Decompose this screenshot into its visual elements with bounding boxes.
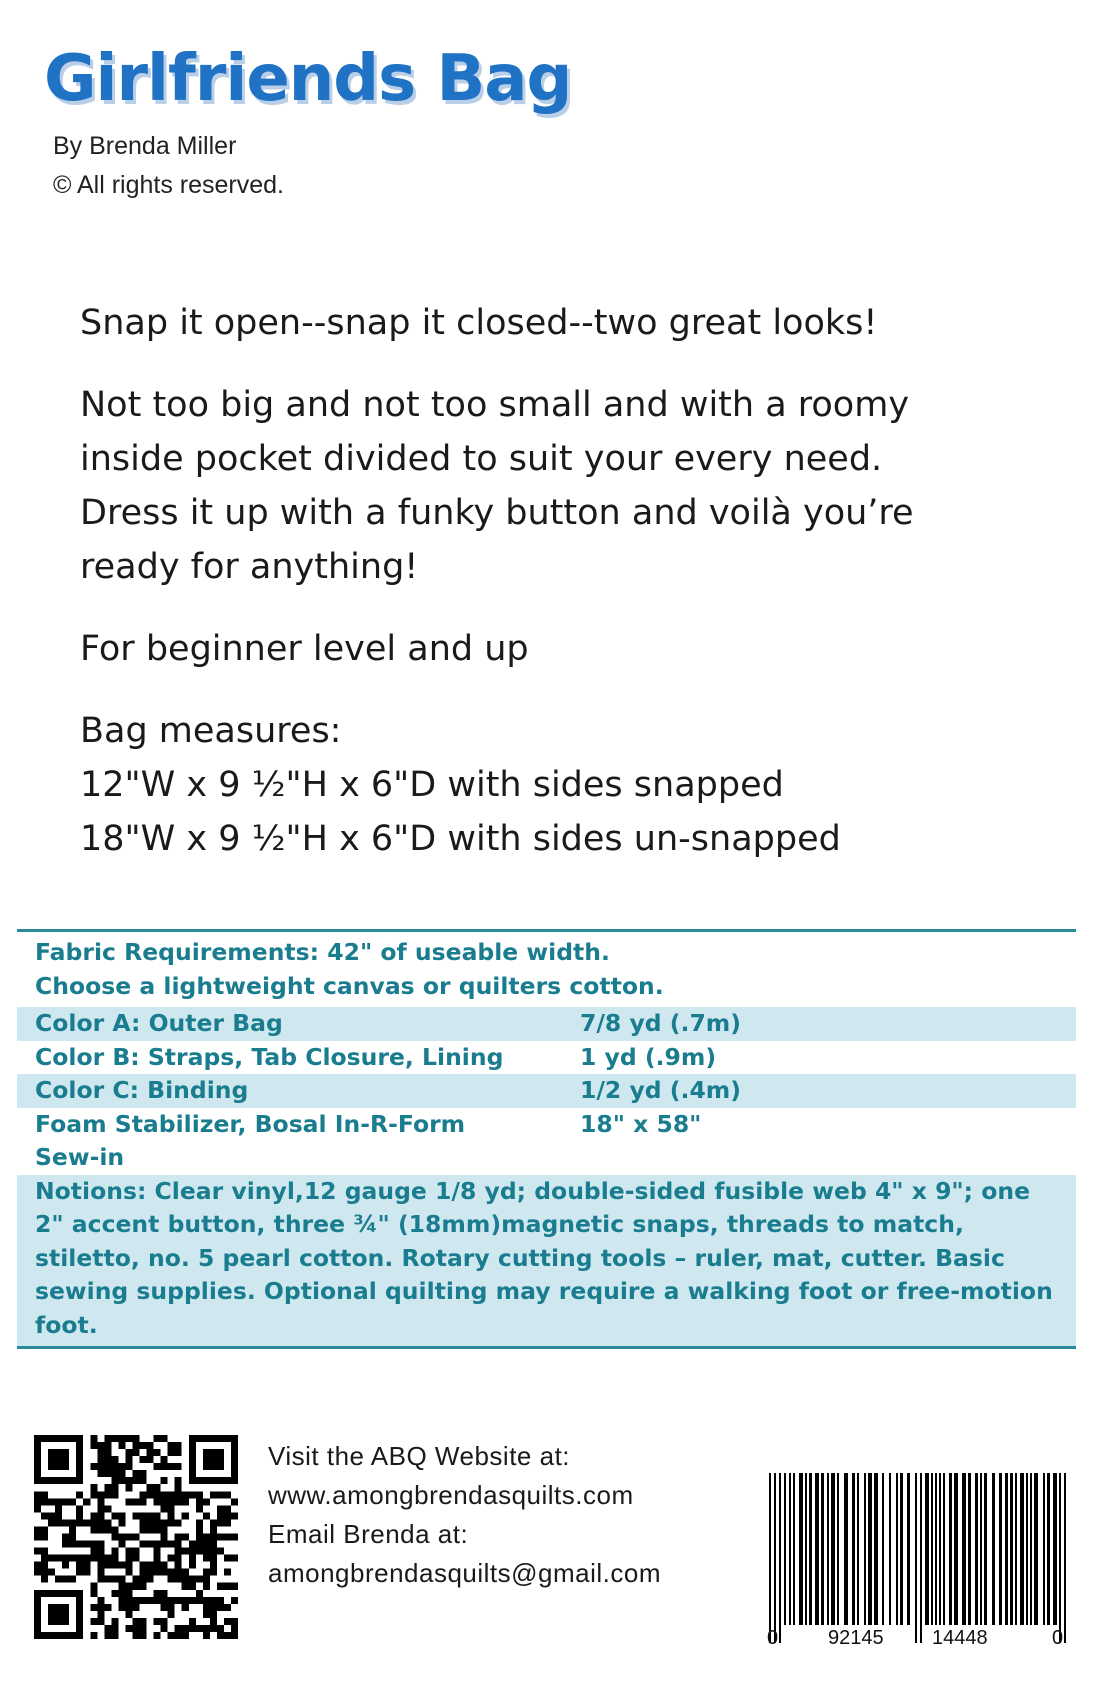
requirement-qty: 18" x 58" — [580, 1109, 702, 1138]
requirements-heading — [17, 932, 1076, 1005]
contact-info — [268, 1437, 661, 1593]
requirement-name: Color A: Outer Bag — [35, 1009, 283, 1037]
description-paragraph: Not too big and not too small and with a roomy inside pocket divided to suit your every need. Dress it up with a funky button and voilà you’re ready for anything! — [80, 385, 914, 587]
author: By Brenda Miller — [53, 132, 237, 160]
pattern-title: Girlfriends Bag — [44, 42, 572, 116]
measure-unsnapped: 18"W x 9 ½"H x 6"D with sides un-snapped — [80, 819, 841, 859]
barcode-digits-right: 14448 — [932, 1627, 988, 1649]
measure-snapped: 12"W x 9 ½"H x 6"D with sides snapped — [80, 765, 784, 805]
copyright-notice: © All rights reserved. — [53, 171, 285, 199]
barcode-digit-last: 0 — [1052, 1627, 1064, 1649]
upc-barcode — [765, 1473, 1075, 1643]
qr-code — [34, 1435, 238, 1639]
barcode-digits-left: 92145 — [828, 1627, 884, 1649]
email-link[interactable]: amongbrendasquilts@gmail.com — [268, 1558, 662, 1588]
skill-level: For beginner level and up — [80, 629, 529, 669]
requirement-row — [17, 1108, 1076, 1142]
requirement-row — [17, 1074, 1076, 1108]
requirement-name-continued: Sew-in — [35, 1143, 125, 1171]
requirement-name: Color C: Binding — [35, 1076, 249, 1104]
requirements-heading-line1: Fabric Requirements: 42" of useable width. — [35, 938, 610, 966]
requirement-name: Foam Stabilizer, Bosal In-R-Form — [35, 1109, 466, 1138]
website-link[interactable]: www.amongbrendasquilts.com — [268, 1480, 634, 1510]
description — [80, 296, 1040, 866]
requirement-qty: 7/8 yd (.7m) — [580, 1009, 742, 1037]
requirement-row — [17, 1005, 1076, 1041]
fabric-requirements-table — [17, 929, 1076, 1349]
measures-label: Bag measures: — [80, 711, 342, 751]
barcode-digit-first: 0 — [767, 1627, 779, 1649]
email-label: Email Brenda at: — [268, 1519, 469, 1549]
requirement-row — [17, 1041, 1076, 1075]
tagline: Snap it open--snap it closed--two great looks! — [80, 303, 878, 343]
requirement-name: Color B: Straps, Tab Closure, Lining — [35, 1042, 504, 1071]
website-label: Visit the ABQ Website at: — [268, 1441, 571, 1471]
notions: Notions: Clear vinyl,12 gauge 1/8 yd; double-sided fusible web 4" x 9"; one 2" accent button, three ¾" (18mm)magnetic snaps, threads to match, stiletto, no. 5 pearl cotton. Rotary cutting tools – ruler, mat, cutter. Basic sewing supplies. Optional quilting may require a walking foot or free-motion foot. — [17, 1175, 1076, 1347]
requirement-qty: 1/2 yd (.4m) — [580, 1076, 742, 1104]
requirement-continuation — [17, 1141, 1076, 1175]
requirements-heading-line2: Choose a lightweight canvas or quilters cotton. — [35, 971, 664, 1000]
requirement-qty: 1 yd (.9m) — [580, 1042, 717, 1071]
byline — [53, 127, 284, 205]
